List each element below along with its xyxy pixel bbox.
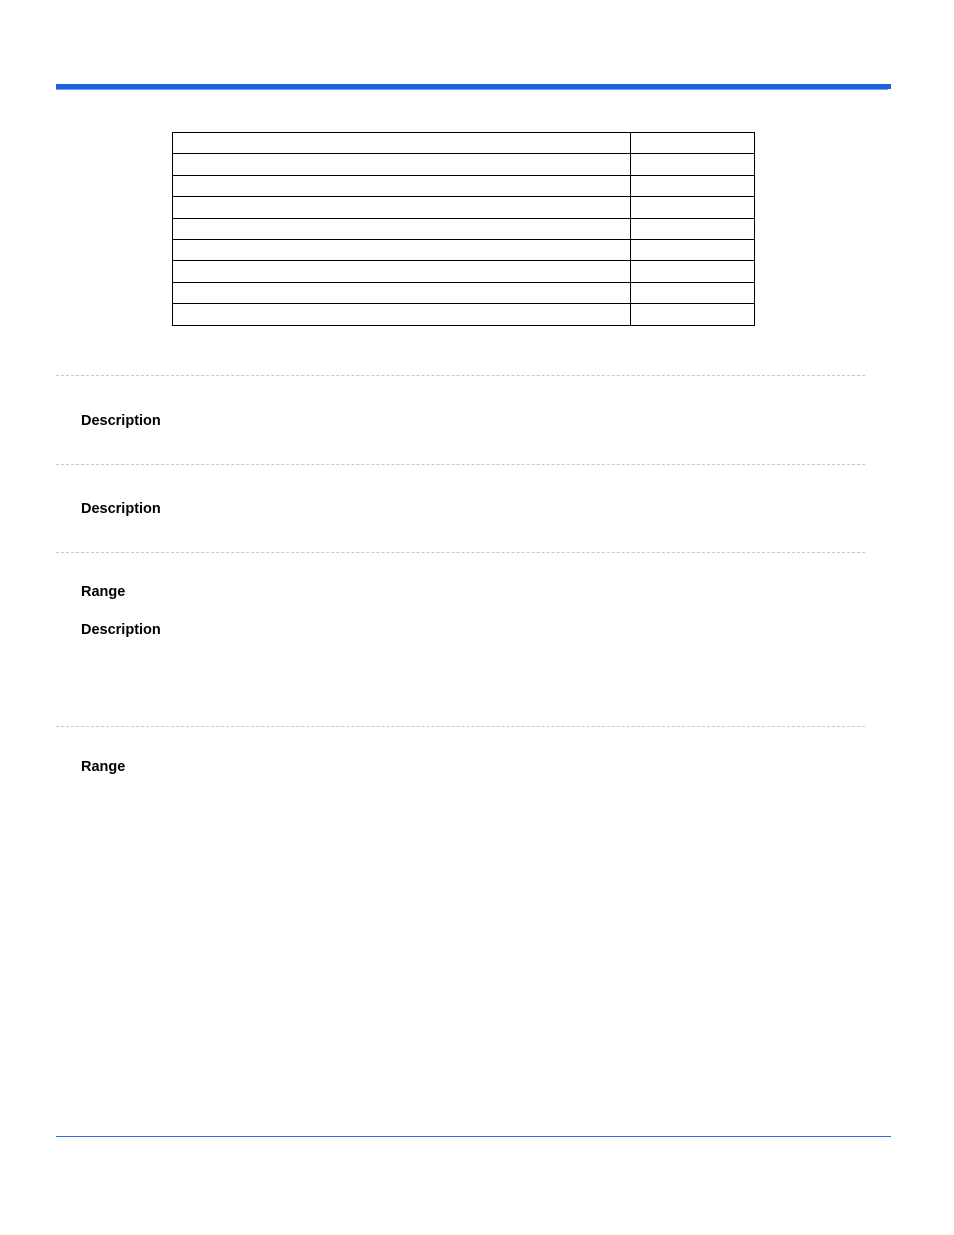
parameter-table <box>172 132 755 326</box>
table-row <box>173 154 755 175</box>
table-cell <box>631 154 755 175</box>
table-row <box>173 304 755 325</box>
section-3-range-label: Range <box>81 584 126 600</box>
table-cell <box>173 197 631 218</box>
table-row <box>173 218 755 239</box>
table-cell <box>173 239 631 260</box>
section-divider <box>56 375 865 376</box>
table-row <box>173 197 755 218</box>
table-cell <box>631 261 755 282</box>
footer-rule <box>56 1136 891 1137</box>
table-cell <box>173 133 631 154</box>
table-row <box>173 133 755 154</box>
section-4-range-label: Range <box>81 759 126 775</box>
table-cell <box>173 261 631 282</box>
table-cell <box>173 175 631 196</box>
table-row <box>173 175 755 196</box>
section-3-description-label: Description <box>81 622 161 638</box>
section-1-description-label: Description <box>81 413 161 429</box>
table-cell <box>173 218 631 239</box>
table-cell <box>631 282 755 303</box>
section-divider <box>56 552 865 553</box>
header-rule-underline <box>56 89 888 90</box>
table-cell <box>631 175 755 196</box>
table-cell <box>631 304 755 325</box>
section-2-description-label: Description <box>81 501 161 517</box>
section-divider <box>56 726 865 727</box>
table-cell <box>173 154 631 175</box>
table-cell <box>173 282 631 303</box>
table-cell <box>631 218 755 239</box>
section-divider <box>56 464 865 465</box>
table-row <box>173 282 755 303</box>
table-cell <box>631 133 755 154</box>
table-row <box>173 261 755 282</box>
table-row <box>173 239 755 260</box>
table-cell <box>631 239 755 260</box>
table-cell <box>173 304 631 325</box>
table-cell <box>631 197 755 218</box>
